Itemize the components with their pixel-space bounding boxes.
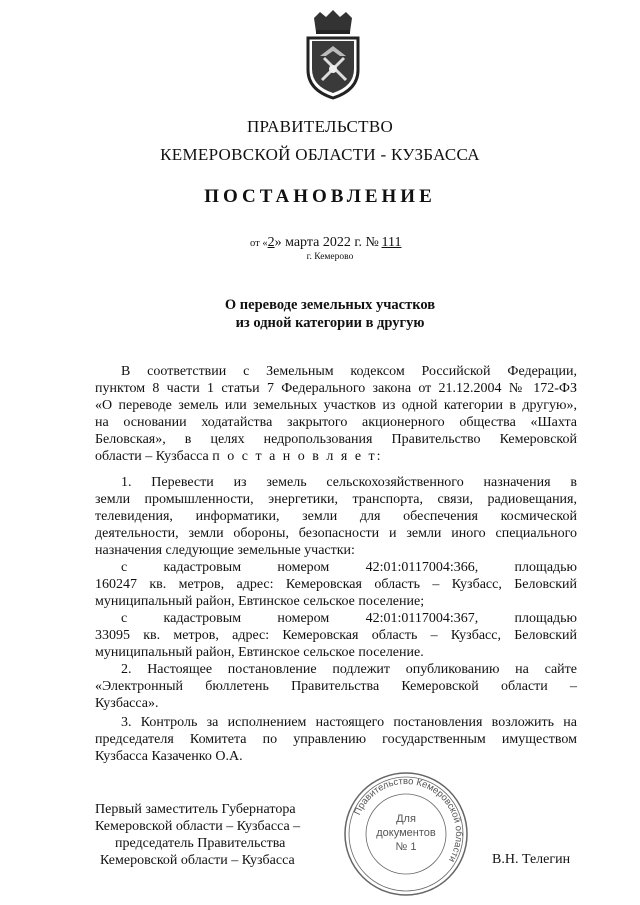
body-line: с кадастровым номером 42:01:0117004:366, площадью	[121, 560, 577, 575]
body-line: 33095 кв. метров, адрес: Кемеровская область – Кузбасс, Беловский	[95, 628, 577, 643]
body-line: 160247 кв. метров, адрес: Кемеровская область – Кузбасс, Беловский	[95, 577, 577, 592]
decree-title: ПОСТАНОВЛЕНИЕ	[204, 186, 436, 207]
city-label: г. Кемерово	[306, 252, 354, 262]
signature-title-line3: председатель Правительства	[115, 836, 286, 851]
body-line: «О переводе земель или земельных участков из одной категории в другую»,	[95, 398, 577, 413]
body-line: назначения следующие земельные участки:	[95, 543, 355, 558]
body-line: телевидения, информатики, земли для обеспечения космической	[95, 509, 577, 524]
body-line: земли промышленности, энергетики, транспорта, связи, радиовещания,	[95, 492, 577, 507]
body-line: Кузбасса».	[95, 696, 159, 711]
body-line: В соответствии с Земельным кодексом Российской Федерации,	[121, 364, 577, 379]
body-line: «Электронный бюллетень Правительства Кемеровской области –	[95, 679, 577, 694]
body-line: Кузбасса Казаченко О.А.	[95, 749, 243, 764]
stamp-center-line1: Для	[396, 813, 416, 825]
date-prefix: от «	[250, 238, 268, 249]
body-line: муниципальный район, Евтинское сельское поселение.	[95, 645, 424, 660]
stamp-ring-text: Правительство Кемеровской области	[352, 775, 465, 865]
body-line: муниципальный район, Евтинское сельское поселение;	[95, 594, 425, 609]
resolve-word: п о с т а н о в л я е т:	[212, 449, 383, 464]
government-name-line2: КЕМЕРОВСКОЙ ОБЛАСТИ - КУЗБАССА	[160, 145, 480, 164]
stamp-center-line2: документов	[376, 827, 436, 839]
body-line: с кадастровым номером 42:01:0117004:367, площадью	[121, 611, 577, 626]
decree-subject-line1: О переводе земельных участков	[224, 297, 436, 313]
body-line: деятельности, земли обороны, безопасности и земли иного специального	[95, 526, 577, 541]
official-stamp	[342, 770, 470, 898]
body-line: 3. Контроль за исполнением настоящего постановления возложить на	[121, 715, 577, 730]
body-line: 1. Перевести из земель сельскохозяйственного назначения в	[121, 475, 577, 490]
body-line-text: области – Кузбасса	[95, 449, 209, 464]
signature-title-line2: Кемеровской области – Кузбасса –	[95, 819, 301, 834]
body-line: 2. Настоящее постановление подлежит опубликованию на сайте	[121, 662, 577, 677]
body-line: на основании ходатайства закрытого акционерного общества «Шахта	[95, 415, 577, 430]
date-month-year: » марта 2022 г. №	[274, 235, 379, 250]
signature-title-line4: Кемеровской области – Кузбасса	[100, 853, 295, 868]
body-line	[95, 448, 383, 465]
date-day: 2	[267, 235, 275, 250]
coat-of-arms-emblem	[302, 10, 364, 100]
signer-name: В.Н. Телегин	[492, 852, 571, 867]
signature-title-line1: Первый заместитель Губернатора	[95, 802, 296, 817]
body-line: пунктом 8 части 1 статьи 7 Федерального закона от 21.12.2004 № 172-ФЗ	[95, 381, 577, 396]
government-name-line1: ПРАВИТЕЛЬСТВО	[246, 117, 394, 136]
decree-number: 111	[381, 235, 402, 250]
decree-date-line	[250, 235, 402, 251]
body-line: Беловская», в целях недропользования Правительство Кемеровской	[95, 432, 577, 447]
decree-subject-line2: из одной категории в другую	[235, 315, 425, 331]
body-line: председателя Комитета по управлению государственным имуществом	[95, 732, 577, 747]
stamp-center-line3: № 1	[395, 841, 417, 853]
